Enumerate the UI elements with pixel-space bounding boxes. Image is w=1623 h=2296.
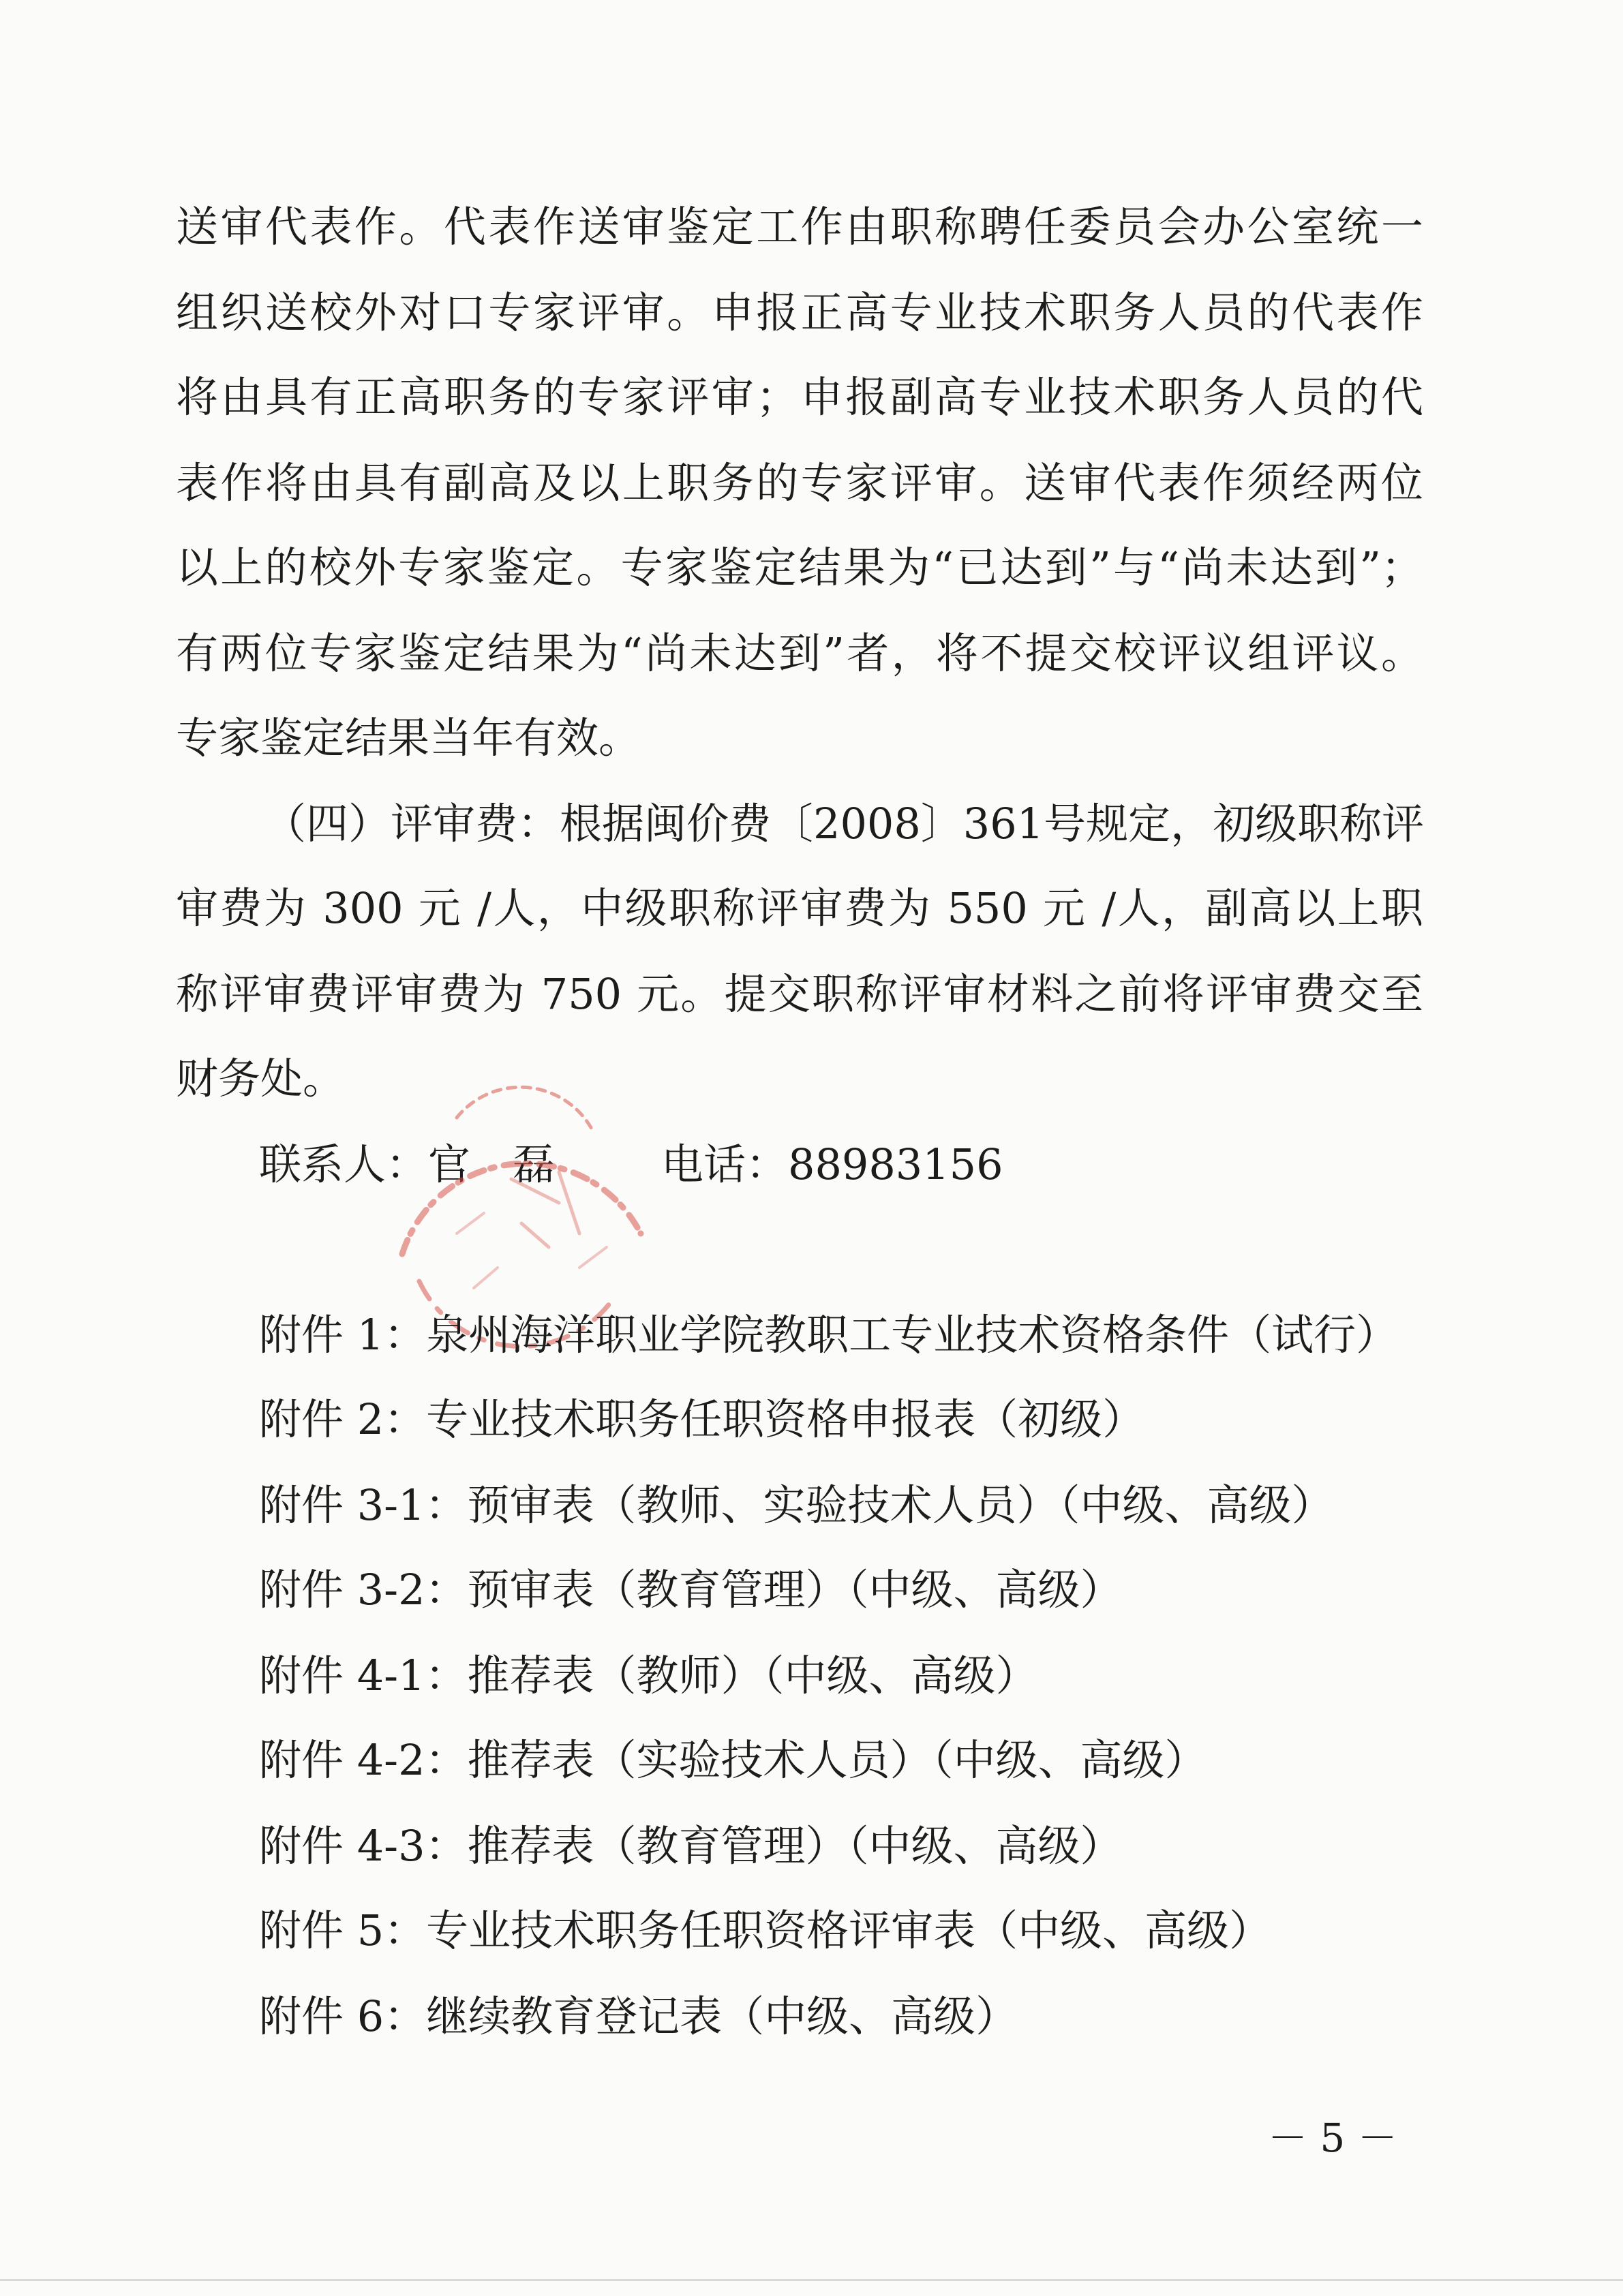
attachment-item: 附件 2：专业技术职务任职资格申报表（初级）: [259, 1394, 1145, 1444]
attachment-item: 附件 4-1：推荐表（教师）（中级、高级）: [259, 1651, 1038, 1700]
attachment-item: 附件 5：专业技术职务任职资格评审表（中级、高级）: [259, 1905, 1272, 1955]
paragraph-line: 专家鉴定结果当年有效。: [176, 713, 641, 763]
attachment-item: 附件 3-2：预审表（教育管理）（中级、高级）: [259, 1565, 1123, 1614]
contact-person: 联系人：官 磊: [259, 1139, 556, 1189]
attachment-item: 附件 4-2：推荐表（实验技术人员）（中级、高级）: [259, 1735, 1207, 1785]
attachment-item: 附件 4-3：推荐表（教育管理）（中级、高级）: [259, 1821, 1123, 1871]
paragraph-line: 表作将由具有副高及以上职务的专家评审。送审代表作须经两位: [176, 458, 1423, 508]
paragraph-line: 审费为 300 元 /人，中级职称评审费为 550 元 /人，副高以上职: [176, 883, 1423, 933]
paragraph-line: 组织送校外对口专家评审。申报正高专业技术职务人员的代表作: [176, 288, 1423, 337]
paragraph-line: 财务处。: [176, 1054, 346, 1103]
scan-edge-divider: [0, 2279, 1623, 2281]
paragraph-line: （四）评审费：根据闽价费〔2008〕361号规定，初级职称评: [264, 799, 1425, 848]
paragraph-line: 送审代表作。代表作送审鉴定工作由职称聘任委员会办公室统一: [176, 202, 1423, 251]
attachment-item: 附件 1：泉州海洋职业学院教职工专业技术资格条件（试行）: [259, 1310, 1399, 1360]
page-number: － 5 －: [1268, 2115, 1397, 2161]
paragraph-line: 有两位专家鉴定结果为“尚未达到”者，将不提交校评议组评议。: [176, 628, 1423, 678]
paragraph-line: 以上的校外专家鉴定。专家鉴定结果为“已达到”与“尚未达到”；: [176, 542, 1423, 592]
attachment-item: 附件 3-1：预审表（教师、实验技术人员）（中级、高级）: [259, 1480, 1334, 1530]
contact-phone: 电话：88983156: [661, 1139, 1003, 1189]
attachment-item: 附件 6：继续教育登记表（中级、高级）: [259, 1991, 1018, 2041]
paragraph-line: 将由具有正高职务的专家评审；申报副高专业技术职务人员的代: [176, 372, 1423, 422]
paragraph-line: 称评审费评审费为 750 元。提交职称评审材料之前将评审费交至: [176, 969, 1423, 1019]
